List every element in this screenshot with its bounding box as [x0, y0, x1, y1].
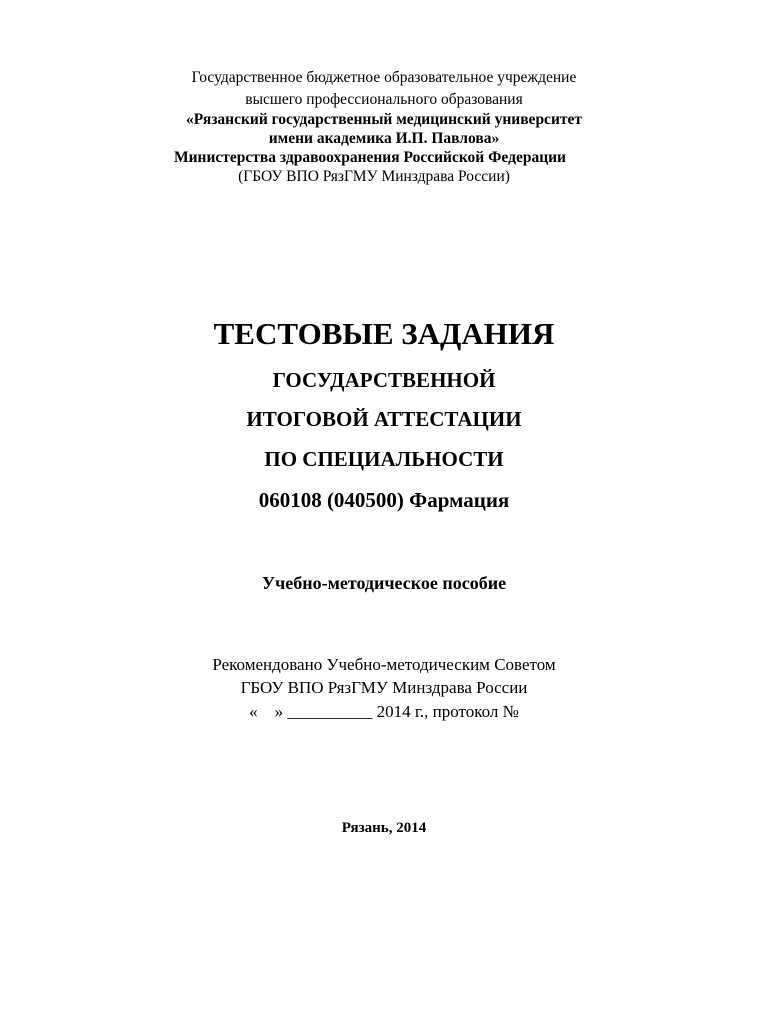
title-line-state: ГОСУДАРСТВЕННОЙ — [272, 368, 496, 392]
city-year: Рязань, 2014 — [341, 820, 427, 836]
ministry-line: Министерства здравоохранения Российской Федерации — [174, 149, 566, 166]
institution-type-line: Государственное бюджетное образовательное учреждение — [191, 69, 577, 86]
education-level-line: высшего профессионального образования — [245, 91, 523, 108]
institution-abbreviation-line: (ГБОУ ВПО РязГМУ Минздрава России) — [238, 168, 510, 185]
title-line-specialty-code: 060108 (040500) Фармация — [258, 488, 510, 512]
document-subtitle: Учебно-методическое пособие — [261, 573, 507, 593]
title-line-specialty: ПО СПЕЦИАЛЬНОСТИ — [264, 447, 504, 471]
document-title: ТЕСТОВЫЕ ЗАДАНИЯ — [213, 316, 555, 351]
recommendation-line: Рекомендовано Учебно-методическим Советом — [212, 655, 556, 674]
recommendation-council-line: ГБОУ ВПО РязГМУ Минздрава России — [240, 678, 528, 697]
university-name-line: «Рязанский государственный медицинский университет — [186, 111, 582, 128]
title-line-attestation: ИТОГОВОЙ АТТЕСТАЦИИ — [246, 407, 522, 431]
university-namesake-line: имени академика И.П. Павлова» — [268, 130, 500, 147]
protocol-line: « » __________ 2014 г., протокол № — [249, 702, 519, 721]
